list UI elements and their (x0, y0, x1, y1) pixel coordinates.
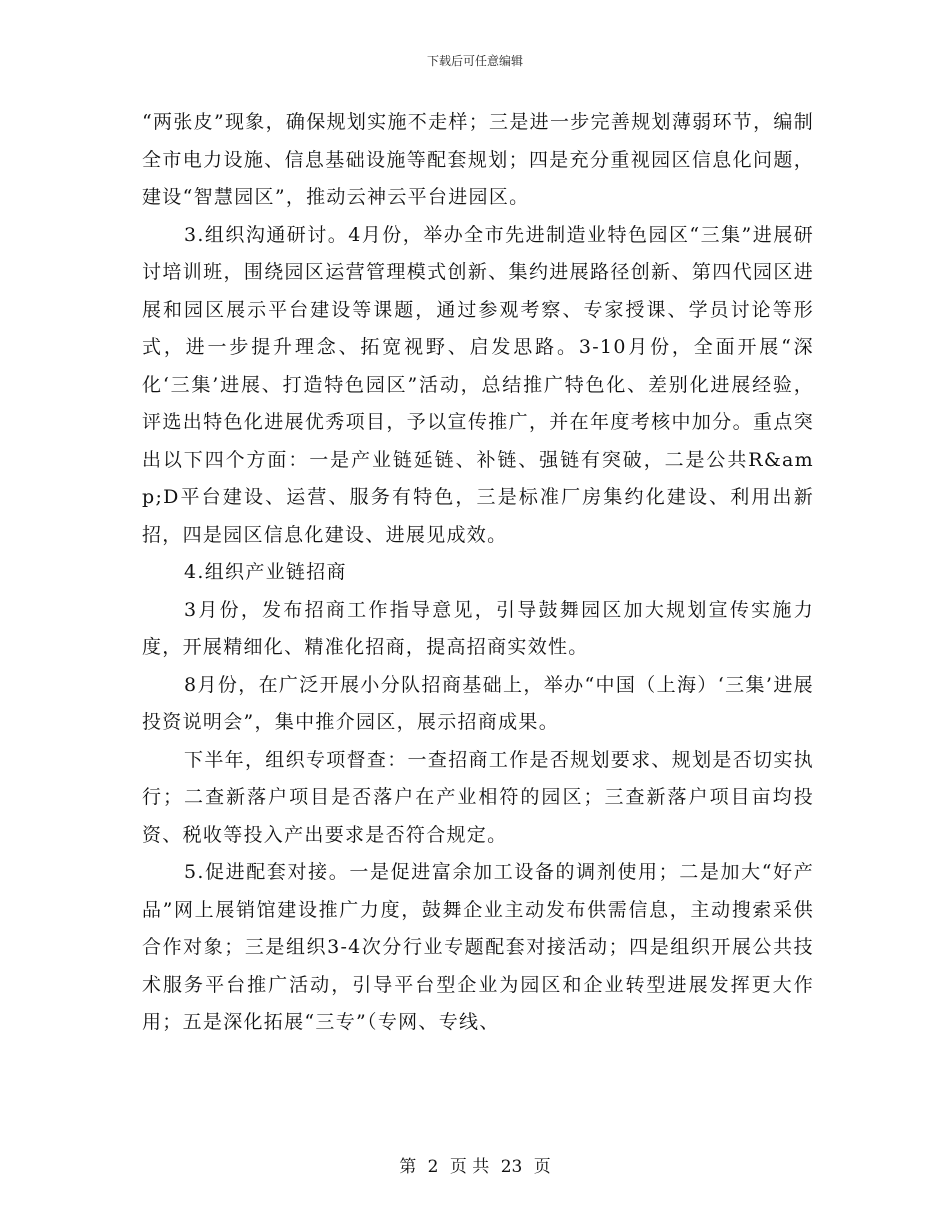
footer-suffix: 页 (533, 1157, 551, 1177)
footer-total-pages: 23 (500, 1157, 523, 1177)
footer-middle: 页 共 (449, 1157, 490, 1177)
paragraph-item-5: 5.促进配套对接。一是促进富余加工设备的调剂使用；二是加大“好产品”网上展销馆建设推广力度，鼓舞企业主动发布供需信息，主动搜索采供合作对象；三是组织3-4次分行业专题配套对接活动；四是组织开展公共技术服务平台推广活动，引导平台型企业为园区和企业转型进展发挥更大作用；五是深化拓展“三专”（专网、专线、 (142, 861, 814, 1033)
page-footer (0, 1152, 950, 1177)
document-body (142, 104, 814, 1042)
paragraph-second-half: 下半年，组织专项督查：一查招商工作是否规划要求、规划是否切实执行；二查新落户项目是否落户在产业相符的园区；三查新落户项目亩均投资、税收等投入产出要求是否符合规定。 (142, 748, 814, 846)
paragraph-march: 3月份，发布招商工作指导意见，引导鼓舞园区加大规划宣传实施力度，开展精细化、精准化招商，提高招商实效性。 (142, 598, 814, 658)
page-header: 下载后可任意编辑 (426, 54, 523, 68)
footer-page-number: 2 (427, 1157, 439, 1177)
paragraph-item-4-heading: 4.组织产业链招商 (184, 561, 347, 583)
paragraph-item-3: 3.组织沟通研讨。4月份，举办全市先进制造业特色园区“三集”进展研讨培训班，围绕园区运营管理模式创新、集约进展路径创新、第四代园区进展和园区展示平台建设等课题，通过参观考察、专家授课、学员讨论等形式，进一步提升理念、拓宽视野、启发思路。3-10月份，全面开展“深化‘三集’进展、打造特色园区”活动，总结推广特色化、差别化进展经验，评选出特色化进展优秀项目，予以宣传推广，并在年度考核中加分。重点突出以下四个方面：一是产业链延链、补链、强链有突破，二是公共R&amp;D平台建设、运营、服务有特色，三是标准厂房集约化建设、利用出新招，四是园区信息化建设、进展见成效。 (142, 223, 814, 546)
footer-prefix: 第 (399, 1157, 417, 1177)
paragraph-august: 8月份，在广泛开展小分队招商基础上，举办“中国（上海）‘三集’进展投资说明会”，集中推介园区，展示招商成果。 (142, 673, 814, 733)
paragraph-continuation: “两张皮”现象，确保规划实施不走样；三是进一步完善规划薄弱环节，编制全市电力设施、信息基础设施等配套规划；四是充分重视园区信息化问题，建设“智慧园区”，推动云神云平台进园区。 (142, 111, 814, 208)
